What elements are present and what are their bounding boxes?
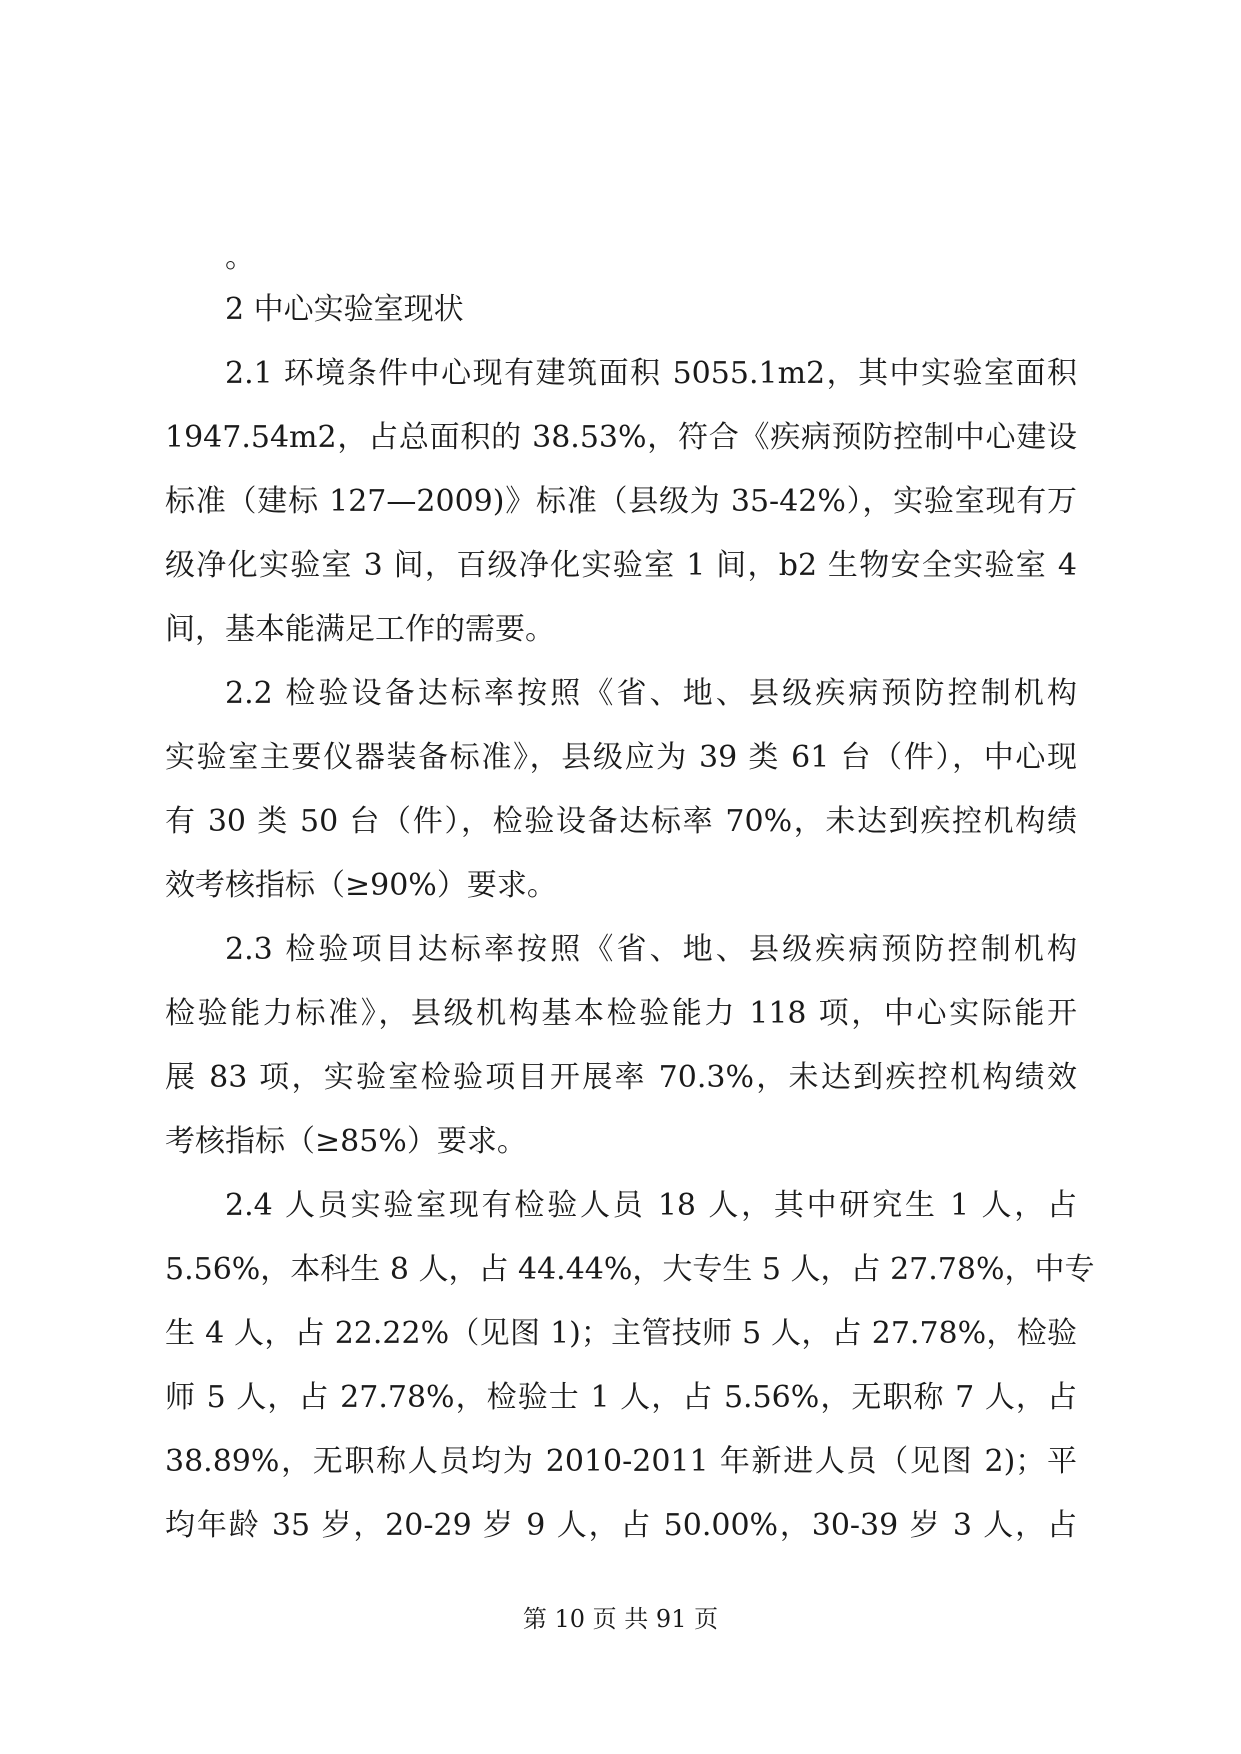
text-line: 2.4 人员实验室现有检验人员 18 人，其中研究生 1 人，占	[225, 1188, 1077, 1223]
text-line: 1947.54m2，占总面积的 38.53%，符合《疾病预防控制中心建设	[165, 420, 1077, 455]
page-number-footer: 第 10 页 共 91 页	[522, 1605, 719, 1633]
text-line: 级净化实验室 3 间，百级净化实验室 1 间，b2 生物安全实验室 4	[165, 548, 1077, 583]
text-line: 标准（建标 127—2009)》标准（县级为 35-42%），实验室现有万	[165, 484, 1077, 519]
text-line: 2.2 检验设备达标率按照《省、地、县级疾病预防控制机构	[225, 676, 1077, 711]
text-line: 师 5 人，占 27.78%，检验士 1 人，占 5.56%，无职称 7 人，占	[165, 1380, 1077, 1415]
text-line: 2.1 环境条件中心现有建筑面积 5055.1m2，其中实验室面积	[225, 356, 1077, 391]
document-body	[165, 238, 1095, 1558]
text-line: 2.3 检验项目达标率按照《省、地、县级疾病预防控制机构	[225, 932, 1077, 967]
text-line: 38.89%，无职称人员均为 2010-2011 年新进人员（见图 2)；平	[165, 1444, 1077, 1479]
text-line: 实验室主要仪器装备标准》，县级应为 39 类 61 台（件），中心现	[165, 740, 1077, 775]
text-line: 均年龄 35 岁，20-29 岁 9 人，占 50.00%，30-39 岁 3 人，占	[165, 1508, 1077, 1543]
text-line: 生 4 人，占 22.22%（见图 1)；主管技师 5 人，占 27.78%，检验	[165, 1316, 1077, 1351]
text-line: 考核指标（≥85%）要求。	[165, 1124, 527, 1159]
section-heading: 2 中心实验室现状	[225, 292, 464, 327]
text-line: 检验能力标准》，县级机构基本检验能力 118 项，中心实际能开	[165, 996, 1077, 1031]
text-line: 。	[225, 240, 255, 275]
text-line: 间，基本能满足工作的需要。	[165, 612, 555, 647]
text-line: 5.56%，本科生 8 人，占 44.44%，大专生 5 人，占 27.78%，中专	[165, 1252, 1095, 1287]
text-line: 有 30 类 50 台（件），检验设备达标率 70%，未达到疾控机构绩	[165, 804, 1077, 839]
text-line: 效考核指标（≥90%）要求。	[165, 868, 557, 903]
text-line: 展 83 项，实验室检验项目开展率 70.3%，未达到疾控机构绩效	[165, 1060, 1077, 1095]
